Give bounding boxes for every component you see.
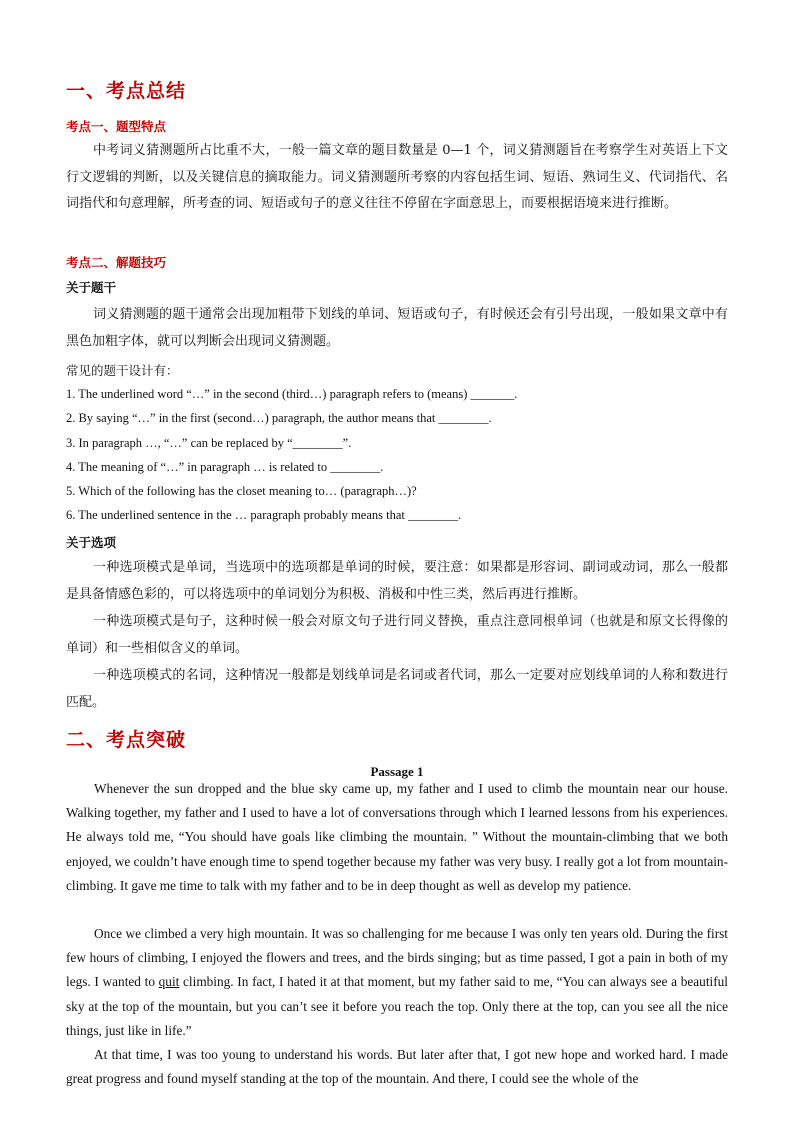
passage-paragraph: Whenever the sun dropped and the blue sky came up, my father and I used to climb the mountain near our house. Walking together, my father and I used to have a lot of conversations through which I learned lessons from his experiences. He always told me, “You should have goals like climbing the mountain. ” Without the mountain-climbing that we both enjoyed, we couldn’t have enough time to spend together because my father was very busy. I really got a lot from mountain-climbing. It gave me time to talk with my father and to be in deep thought as well as develop my patience. bbox=[66, 781, 728, 893]
stem-item: 4. The meaning of “…” in paragraph … is related to ________. bbox=[66, 460, 384, 474]
options-heading: 关于选项 bbox=[66, 535, 117, 550]
stem-heading: 关于题干 bbox=[66, 280, 117, 295]
stem-intro: 常见的题干设计有： bbox=[66, 363, 179, 378]
point1-paragraph: 中考词义猜测题所占比重不大，一般一篇文章的题目数量是 0—1 个，词义猜测题旨在考察学生对英语上下文行文逻辑的判断，以及关键信息的摘取能力。词义猜测题所考察的内容包括生词、短语、熟词生义、代词指代、名词指代和句意理解，所考查的词、短语或句子的意义往往不停留在字面意思上，而要根据语境来进行推断。 bbox=[66, 143, 728, 211]
passage-paragraph: At that time, I was too young to understand his words. But later after that, I got new hope and worked hard. I made great progress and found myself standing at the top of the mountain. And there, I could see the whole of the bbox=[66, 1047, 728, 1087]
point2-heading: 考点二、解题技巧 bbox=[66, 255, 167, 270]
passage-text: climbing. In fact, I hated it at that moment, but my father said to me, “You can always see a beautiful sky at the top of the mountain, but you can’t see it before you reach the top. Only there at the top, can you see all the nice things, just like in life.” bbox=[66, 974, 728, 1038]
stem-item: 5. Which of the following has the closet meaning to… (paragraph…)? bbox=[66, 484, 417, 498]
stem-item: 3. In paragraph …, “…” can be replaced by “________”. bbox=[66, 436, 352, 450]
options-paragraph: 一种选项模式是单词，当选项中的选项都是单词的时候，要注意：如果都是形容词、副词或动词，那么一般都是具备情感色彩的，可以将选项中的单词划分为积极、消极和中性三类，然后再进行推断。 bbox=[66, 560, 728, 602]
stem-item: 2. By saying “…” in the first (second…) paragraph, the author means that ________. bbox=[66, 411, 492, 425]
stem-item: 1. The underlined word “…” in the second (third…) paragraph refers to (means) _______. bbox=[66, 387, 518, 401]
underlined-word: quit bbox=[158, 974, 180, 990]
stem-item: 6. The underlined sentence in the … paragraph probably means that ________. bbox=[66, 508, 462, 522]
point1-heading: 考点一、题型特点 bbox=[66, 119, 167, 134]
passage-title: Passage 1 bbox=[370, 764, 424, 779]
passage-text: Once we climbed a very high mountain. It was so challenging for me because I was only ten years old. During the first few hours of climbing, I enjoyed the flowers and trees, and the birds singing; but as time passed, I got a pain in both of my legs. I wanted to bbox=[66, 926, 728, 990]
section-heading-summary: 一、考点总结 bbox=[66, 80, 187, 102]
passage-paragraph bbox=[66, 922, 728, 1043]
stem-paragraph: 词义猜测题的题干通常会出现加粗带下划线的单词、短语或句子，有时候还会有引号出现，一般如果文章中有黑色加粗字体，就可以判断会出现词义猜测题。 bbox=[66, 307, 728, 349]
options-paragraph: 一种选项模式的名词，这种情况一般都是划线单词是名词或者代词，那么一定要对应划线单词的人称和数进行匹配。 bbox=[66, 668, 728, 710]
section-heading-breakthrough: 二、考点突破 bbox=[66, 729, 187, 751]
options-paragraph: 一种选项模式是句子，这种时候一般会对原文句子进行同义替换，重点注意同根单词（也就是和原文长得像的单词）和一些相似含义的单词。 bbox=[66, 614, 728, 656]
